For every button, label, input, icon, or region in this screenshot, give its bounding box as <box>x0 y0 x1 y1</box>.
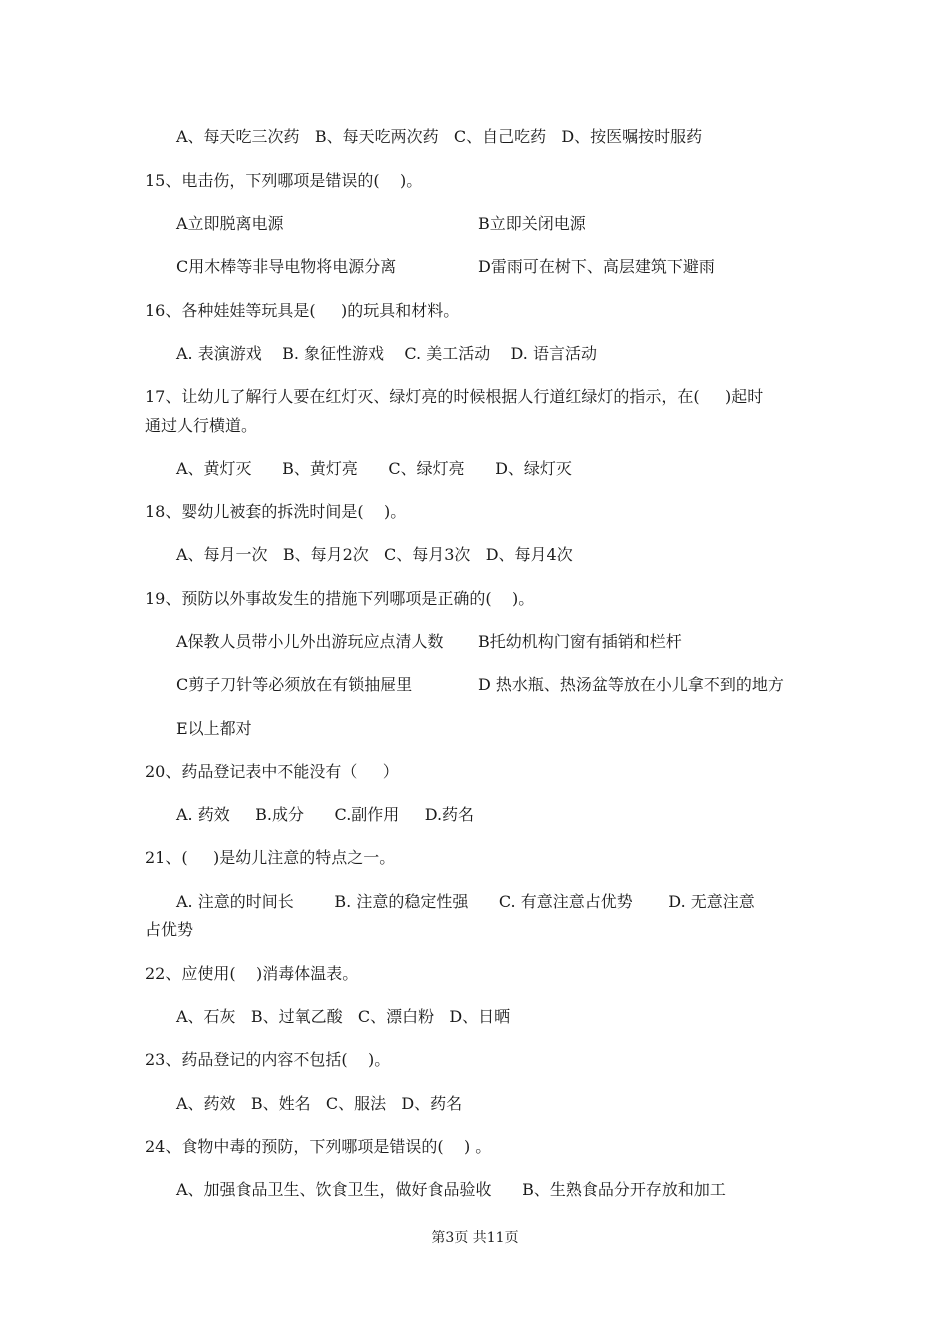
q17-options: A、黄灯灭 B、黄灯亮 C、绿灯亮 D、绿灯灭 <box>176 459 572 478</box>
q16-question: 16、各种娃娃等玩具是( )的玩具和材料。 <box>145 301 460 320</box>
q23-question: 23、药品登记的内容不包括( )。 <box>145 1050 391 1069</box>
q15-option-b: B立即关闭电源 <box>478 214 586 233</box>
q19-option-c: C剪子刀针等必须放在有锁抽屉里 <box>176 675 413 694</box>
q19-question: 19、预防以外事故发生的措施下列哪项是正确的( )。 <box>145 589 535 608</box>
q20-options: A. 药效 B.成分 C.副作用 D.药名 <box>176 805 475 824</box>
q14-options: A、每天吃三次药 B、每天吃两次药 C、自己吃药 D、按医嘱按时服药 <box>176 127 703 146</box>
q15-option-c: C用木棒等非导电物将电源分离 <box>176 257 397 276</box>
q21-question: 21、( )是幼儿注意的特点之一。 <box>145 848 396 867</box>
q17-question-cont: 通过人行横道。 <box>145 416 258 435</box>
page-footer: 第3页 共11页 <box>431 1230 519 1246</box>
q15-option-a: A立即脱离电源 <box>176 214 284 233</box>
q22-question: 22、应使用( )消毒体温表。 <box>145 964 359 983</box>
q16-options: A. 表演游戏 B. 象征性游戏 C. 美工活动 D. 语言活动 <box>176 344 597 363</box>
q19-option-a: A保教人员带小儿外出游玩应点清人数 <box>176 632 444 651</box>
q19-option-b: B托幼机构门窗有插销和栏杆 <box>478 632 682 651</box>
q19-option-e: E以上都对 <box>176 719 252 738</box>
q20-question: 20、药品登记表中不能没有（ ） <box>145 762 399 781</box>
q17-question: 17、让幼儿了解行人要在红灯灭、绿灯亮的时候根据人行道红绿灯的指示，在( )起时 <box>145 387 764 406</box>
q24-question: 24、食物中毒的预防，下列哪项是错误的( ) 。 <box>145 1137 492 1156</box>
q22-options: A、石灰 B、过氧乙酸 C、漂白粉 D、日晒 <box>176 1007 511 1026</box>
q15-question: 15、电击伤，下列哪项是错误的( )。 <box>145 171 423 190</box>
q15-option-d: D雷雨可在树下、高层建筑下避雨 <box>478 257 715 276</box>
q18-question: 18、婴幼儿被套的拆洗时间是( )。 <box>145 502 407 521</box>
q23-options: A、药效 B、姓名 C、服法 D、药名 <box>176 1094 463 1113</box>
q21-options: A. 注意的时间长 B. 注意的稳定性强 C. 有意注意占优势 D. 无意注意 <box>176 892 755 911</box>
q21-options-cont: 占优势 <box>145 920 194 939</box>
q24-options: A、加强食品卫生、饮食卫生，做好食品验收 B、生熟食品分开存放和加工 <box>176 1180 726 1199</box>
q19-option-d: D 热水瓶、热汤盆等放在小儿拿不到的地方 <box>478 675 784 694</box>
q18-options: A、每月一次 B、每月2次 C、每月3次 D、每月4次 <box>176 545 573 564</box>
